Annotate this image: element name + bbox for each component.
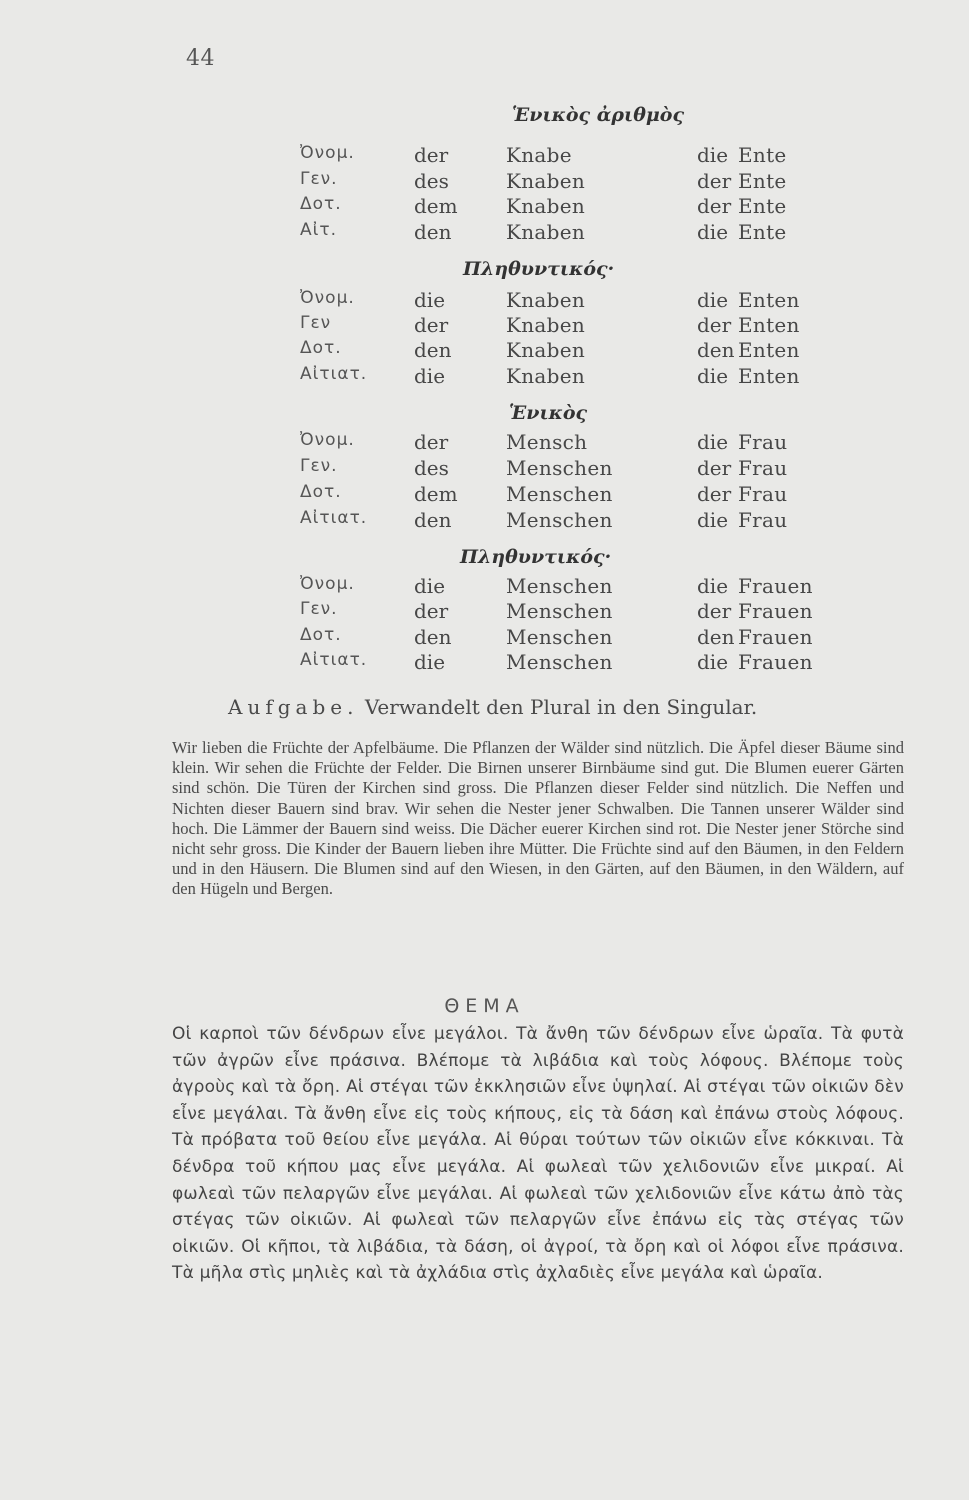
article-fem: der: [697, 313, 732, 337]
article-fem: der: [697, 599, 732, 623]
exercise-label: Aufgabe.: [228, 695, 359, 719]
case-label: Αἰτιατ.: [300, 364, 368, 384]
noun-fem: Frau: [738, 456, 788, 480]
table-row: [0, 169, 969, 195]
case-label: Γεν.: [300, 169, 338, 189]
greek-theme-text: Οἱ καρποὶ τῶν δένδρων εἶνε μεγάλοι. Τὰ ἄνθη τῶν δένδρων εἶνε ὡραῖα. Τὰ φυτὰ τῶν ἀγρῶν εἶνε πράσινα. Βλέπομε τὰ λιβάδια καὶ τοὺς λόφους. Βλέπομε τοὺς ἀγροὺς καὶ τὰ ὄρη. Αἱ στέγαι τῶν ἐκκλησιῶν εἶνε ὑψηλαί. Αἱ στέγαι τῶν οἰκιῶν δὲν εἶνε μεγάλαι. Τὰ ἄνθη εἶνε εἰς τοὺς κήπους, εἰς τὰ δάση καὶ ἐπάνω στοὺς λόφους. Τὰ πρόβατα τοῦ θείου εἶνε μεγάλα. Αἱ θύραι τούτων τῶν οἰκιῶν εἶνε κόκκιναι. Τὰ δένδρα τοῦ κήπου μας εἶνε μεγάλα. Αἱ φωλεαὶ τῶν χελιδονιῶν εἶνε μικραί. Αἱ φωλεαὶ τῶν πελαργῶν εἶνε μεγάλαι. Αἱ φωλεαὶ τῶν χελιδονιῶν εἶνε κάτω ἀπὸ τὰς στέγας τῶν οἰκιῶν. Αἱ φωλεαὶ τῶν πελαργῶν εἶνε ἐπάνω εἰς τὰς στέγας τῶν οἰκιῶν. Οἱ κῆποι, τὰ λιβάδια, τὰ δάση, οἱ ἀγροί, τὰ ὄρη καὶ οἱ λόφοι εἶνε πράσινα. Τὰ μῆλα στὶς μηλιὲς καὶ τὰ ἀχλάδια στὶς ἀχλαδιὲς εἶνε μεγάλα καὶ ὡραῖα.: [172, 1024, 904, 1284]
article-fem: der: [697, 194, 732, 218]
article-masc: die: [414, 574, 446, 598]
table-row: [0, 430, 969, 456]
table-row: [0, 364, 969, 390]
noun-masc: Knaben: [506, 194, 586, 218]
noun-masc: Knaben: [506, 220, 586, 244]
noun-masc: Knaben: [506, 169, 586, 193]
article-fem: die: [697, 364, 729, 388]
noun-masc: Menschen: [506, 625, 613, 649]
case-label: Αἰτ.: [300, 220, 338, 240]
noun-fem: Ente: [738, 169, 787, 193]
noun-fem: Frauen: [738, 599, 813, 623]
noun-fem: Frau: [738, 508, 788, 532]
table-heading-singular-1: Ἑνικὸς ἀριθμὸς: [512, 104, 685, 126]
table-heading-plural-1: Πληθυντικός·: [463, 258, 615, 280]
noun-masc: Knaben: [506, 313, 586, 337]
article-masc: der: [414, 430, 449, 454]
article-masc: den: [414, 338, 452, 362]
article-fem: die: [697, 220, 729, 244]
case-label: Ὀνομ.: [300, 430, 355, 450]
table-row: [0, 220, 969, 246]
article-masc: die: [414, 364, 446, 388]
article-fem: den: [697, 625, 735, 649]
noun-masc: Menschen: [506, 456, 613, 480]
noun-fem: Frauen: [738, 650, 813, 674]
case-label: Δοτ.: [300, 338, 342, 358]
article-masc: die: [414, 650, 446, 674]
case-label: Δοτ.: [300, 482, 342, 502]
noun-masc: Knaben: [506, 288, 586, 312]
table-row: [0, 313, 969, 339]
article-fem: den: [697, 338, 735, 362]
article-masc: dem: [414, 194, 458, 218]
table-heading-plural-2: Πληθυντικός·: [460, 546, 612, 568]
article-fem: der: [697, 482, 732, 506]
noun-masc: Menschen: [506, 508, 613, 532]
noun-masc: Menschen: [506, 574, 613, 598]
table-row: [0, 482, 969, 508]
article-masc: dem: [414, 482, 458, 506]
table-row: [0, 599, 969, 625]
table-row: [0, 143, 969, 169]
noun-masc: Menschen: [506, 599, 613, 623]
article-masc: den: [414, 625, 452, 649]
article-fem: die: [697, 143, 729, 167]
table-row: [0, 625, 969, 651]
table-row: [0, 650, 969, 676]
case-label: Γεν.: [300, 456, 338, 476]
article-masc: des: [414, 456, 449, 480]
noun-fem: Enten: [738, 313, 800, 337]
table-heading-singular-2: Ἑνικὸς: [509, 402, 588, 424]
table-row: [0, 456, 969, 482]
table-row: [0, 194, 969, 220]
case-label: Αἰτιατ.: [300, 650, 368, 670]
article-masc: die: [414, 288, 446, 312]
noun-masc: Menschen: [506, 650, 613, 674]
article-fem: die: [697, 574, 729, 598]
case-label: Ὀνομ.: [300, 288, 355, 308]
table-row: [0, 288, 969, 314]
noun-masc: Knaben: [506, 338, 586, 362]
case-label: Ὀνομ.: [300, 143, 355, 163]
article-fem: die: [697, 288, 729, 312]
german-exercise-text: Wir lieben die Früchte der Apfelbäume. Die Pflanzen der Wälder sind nützlich. Die Äpfel dieser Bäume sind klein. Wir sehen die Früchte der Felder. Die Birnen unserer Birnbäume sind gut. Die Blumen euerer Gärten sind schön. Die Türen der Kirchen sind gross. Die Pflanzen dieser Felder sind nützlich. Die Neffen und Nichten dieser Bauern sind brav. Wir sehen die Nester jener Schwalben. Die Tannen unserer Wälder sind hoch. Die Lämmer der Bauern sind weiss. Die Dächer euerer Kirchen sind rot. Die Nester jener Störche sind nicht sehr gross. Die Kinder der Bauern lieben ihre Mütter. Die Früchte sind auf den Bäumen, in den Feldern und in den Häusern. Die Blumen sind auf den Wiesen, in den Gärten, auf den Bäumen, in den Wäldern, auf den Hügeln und Bergen.: [172, 738, 904, 899]
exercise-heading: [228, 695, 928, 719]
exercise-instruction: Verwandelt den Plural in den Singular.: [364, 695, 758, 719]
article-masc: den: [414, 220, 452, 244]
thema-title: ΘΕΜΑ: [444, 995, 525, 1017]
case-label: Δοτ.: [300, 194, 342, 214]
noun-masc: Menschen: [506, 482, 613, 506]
noun-fem: Frau: [738, 482, 788, 506]
article-masc: der: [414, 599, 449, 623]
noun-fem: Ente: [738, 143, 787, 167]
noun-masc: Knabe: [506, 143, 572, 167]
noun-masc: Knaben: [506, 364, 586, 388]
article-fem: die: [697, 430, 729, 454]
article-fem: der: [697, 456, 732, 480]
case-label: Γεν: [300, 313, 332, 333]
article-fem: die: [697, 650, 729, 674]
noun-fem: Ente: [738, 194, 787, 218]
noun-fem: Frauen: [738, 625, 813, 649]
case-label: Αἰτιατ.: [300, 508, 368, 528]
case-label: Δοτ.: [300, 625, 342, 645]
noun-fem: Ente: [738, 220, 787, 244]
table-row: [0, 508, 969, 534]
noun-fem: Enten: [738, 364, 800, 388]
page-number: 44: [186, 46, 215, 71]
noun-fem: Frau: [738, 430, 788, 454]
noun-fem: Enten: [738, 338, 800, 362]
case-label: Γεν.: [300, 599, 338, 619]
article-masc: der: [414, 143, 449, 167]
article-fem: der: [697, 169, 732, 193]
article-masc: des: [414, 169, 449, 193]
case-label: Ὀνομ.: [300, 574, 355, 594]
article-fem: die: [697, 508, 729, 532]
noun-fem: Enten: [738, 288, 800, 312]
table-row: [0, 338, 969, 364]
noun-masc: Mensch: [506, 430, 588, 454]
article-masc: den: [414, 508, 452, 532]
table-row: [0, 574, 969, 600]
noun-fem: Frauen: [738, 574, 813, 598]
article-masc: der: [414, 313, 449, 337]
